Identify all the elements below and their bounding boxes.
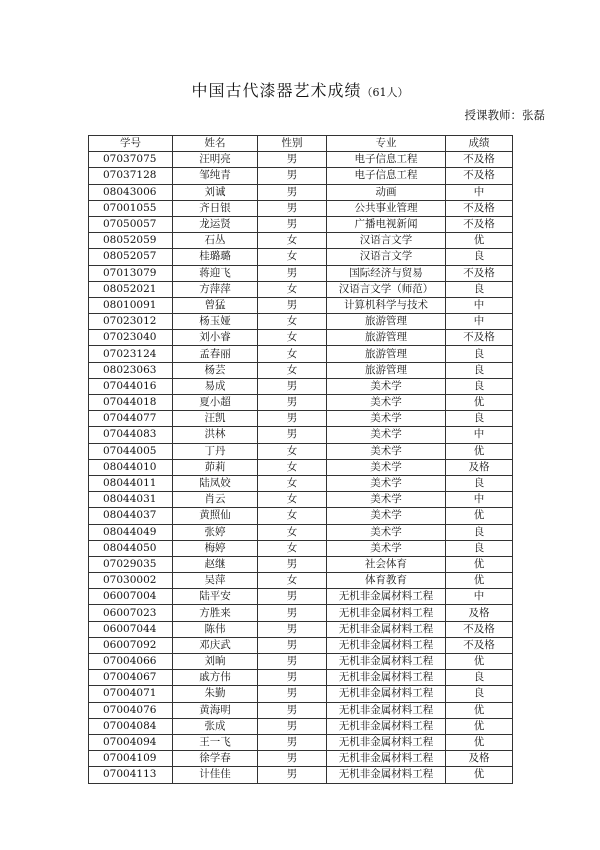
cell-grade: 中: [446, 589, 513, 605]
cell-grade: 不及格: [446, 637, 513, 653]
cell-name: 王一飞: [173, 734, 258, 750]
title-text: 中国古代漆器艺术成绩: [191, 81, 362, 100]
cell-grade: 优: [446, 508, 513, 524]
cell-student-id: 07004094: [89, 734, 173, 750]
cell-major: 计算机科学与技术: [327, 297, 446, 313]
cell-grade: 良: [446, 378, 513, 394]
cell-student-id: 08044011: [89, 475, 173, 491]
column-header-id: 学号: [89, 136, 173, 152]
table-row: [89, 265, 513, 281]
cell-major: 旅游管理: [327, 346, 446, 362]
cell-student-id: 07023124: [89, 346, 173, 362]
cell-major: 美术学: [327, 459, 446, 475]
cell-gender: 男: [258, 200, 327, 216]
cell-major: 广播电视新闻: [327, 216, 446, 232]
table-row: [89, 751, 513, 767]
table-row: [89, 767, 513, 783]
cell-grade: 及格: [446, 605, 513, 621]
cell-gender: 女: [258, 492, 327, 508]
cell-major: 国际经济与贸易: [327, 265, 446, 281]
cell-student-id: 08044031: [89, 492, 173, 508]
table-row: [89, 346, 513, 362]
cell-name: 洪林: [173, 427, 258, 443]
cell-grade: 良: [446, 346, 513, 362]
table-row: [89, 573, 513, 589]
cell-gender: 男: [258, 734, 327, 750]
cell-major: 美术学: [327, 378, 446, 394]
cell-name: 杨玉娅: [173, 314, 258, 330]
table-row: [89, 540, 513, 556]
cell-grade: 良: [446, 411, 513, 427]
cell-student-id: 07044077: [89, 411, 173, 427]
cell-gender: 男: [258, 152, 327, 168]
cell-gender: 男: [258, 265, 327, 281]
cell-name: 汪凯: [173, 411, 258, 427]
cell-student-id: 07037075: [89, 152, 173, 168]
cell-student-id: 07001055: [89, 200, 173, 216]
cell-major: 美术学: [327, 524, 446, 540]
cell-major: 无机非金属材料工程: [327, 670, 446, 686]
cell-major: 无机非金属材料工程: [327, 702, 446, 718]
cell-grade: 优: [446, 702, 513, 718]
cell-name: 齐日银: [173, 200, 258, 216]
cell-gender: 男: [258, 702, 327, 718]
table-row: [89, 216, 513, 232]
table-row: [89, 200, 513, 216]
cell-major: 无机非金属材料工程: [327, 718, 446, 734]
document-title: [0, 78, 600, 101]
cell-major: 旅游管理: [327, 362, 446, 378]
cell-grade: 优: [446, 233, 513, 249]
table-row: [89, 184, 513, 200]
cell-gender: 女: [258, 346, 327, 362]
cell-gender: 女: [258, 443, 327, 459]
cell-name: 刘晌: [173, 654, 258, 670]
cell-student-id: 07004071: [89, 686, 173, 702]
cell-gender: 男: [258, 637, 327, 653]
cell-name: 吴萍: [173, 573, 258, 589]
cell-gender: 男: [258, 718, 327, 734]
cell-student-id: 07004067: [89, 670, 173, 686]
table-row: [89, 281, 513, 297]
cell-name: 夏小超: [173, 395, 258, 411]
cell-student-id: 07023012: [89, 314, 173, 330]
table-row: [89, 702, 513, 718]
cell-major: 动画: [327, 184, 446, 200]
cell-gender: 女: [258, 540, 327, 556]
table-row: [89, 362, 513, 378]
cell-grade: 不及格: [446, 168, 513, 184]
cell-name: 徐学春: [173, 751, 258, 767]
cell-gender: 女: [258, 524, 327, 540]
cell-gender: 男: [258, 411, 327, 427]
cell-major: 美术学: [327, 492, 446, 508]
cell-grade: 优: [446, 718, 513, 734]
cell-name: 刘小睿: [173, 330, 258, 346]
cell-name: 蒋迎飞: [173, 265, 258, 281]
cell-gender: 男: [258, 297, 327, 313]
cell-student-id: 07044083: [89, 427, 173, 443]
table-row: [89, 168, 513, 184]
cell-name: 杨芸: [173, 362, 258, 378]
cell-gender: 女: [258, 508, 327, 524]
table-row: [89, 395, 513, 411]
cell-grade: 中: [446, 184, 513, 200]
teacher-label: 授课教师：张磊: [464, 108, 545, 122]
cell-major: 无机非金属材料工程: [327, 621, 446, 637]
cell-grade: 良: [446, 686, 513, 702]
table-row: [89, 637, 513, 653]
table-row: [89, 297, 513, 313]
cell-grade: 中: [446, 297, 513, 313]
cell-major: 汉语言文学: [327, 249, 446, 265]
cell-major: 无机非金属材料工程: [327, 589, 446, 605]
column-header-gender: 性别: [258, 136, 327, 152]
cell-major: 美术学: [327, 395, 446, 411]
cell-student-id: 08044010: [89, 459, 173, 475]
cell-student-id: 06007044: [89, 621, 173, 637]
cell-major: 美术学: [327, 475, 446, 491]
table-row: [89, 508, 513, 524]
cell-grade: 优: [446, 573, 513, 589]
cell-student-id: 08044050: [89, 540, 173, 556]
cell-grade: 优: [446, 654, 513, 670]
cell-gender: 女: [258, 362, 327, 378]
cell-gender: 男: [258, 767, 327, 783]
cell-major: 美术学: [327, 411, 446, 427]
table-row: [89, 233, 513, 249]
table-row: [89, 459, 513, 475]
cell-major: 公共事业管理: [327, 200, 446, 216]
cell-gender: 女: [258, 459, 327, 475]
cell-name: 石丛: [173, 233, 258, 249]
cell-major: 美术学: [327, 508, 446, 524]
cell-major: 美术学: [327, 443, 446, 459]
table-row: [89, 734, 513, 750]
cell-grade: 不及格: [446, 152, 513, 168]
cell-gender: 男: [258, 427, 327, 443]
cell-gender: 女: [258, 281, 327, 297]
cell-name: 赵继: [173, 556, 258, 572]
cell-grade: 良: [446, 475, 513, 491]
cell-grade: 优: [446, 395, 513, 411]
cell-student-id: 08052057: [89, 249, 173, 265]
cell-student-id: 07004109: [89, 751, 173, 767]
cell-name: 龙运贤: [173, 216, 258, 232]
cell-student-id: 07044018: [89, 395, 173, 411]
cell-student-id: 07050057: [89, 216, 173, 232]
table-row: [89, 492, 513, 508]
cell-student-id: 06007004: [89, 589, 173, 605]
cell-grade: 不及格: [446, 200, 513, 216]
cell-name: 刘诚: [173, 184, 258, 200]
cell-grade: 优: [446, 767, 513, 783]
cell-student-id: 07037128: [89, 168, 173, 184]
cell-major: 美术学: [327, 540, 446, 556]
cell-gender: 女: [258, 573, 327, 589]
header-row: [89, 136, 513, 152]
cell-major: 体育教育: [327, 573, 446, 589]
table-body: [89, 152, 513, 783]
cell-major: 社会体育: [327, 556, 446, 572]
cell-major: 汉语言文学（师范）: [327, 281, 446, 297]
cell-student-id: 07023040: [89, 330, 173, 346]
cell-major: 无机非金属材料工程: [327, 767, 446, 783]
cell-grade: 优: [446, 734, 513, 750]
cell-gender: 男: [258, 556, 327, 572]
cell-grade: 良: [446, 281, 513, 297]
cell-grade: 中: [446, 492, 513, 508]
cell-name: 丁丹: [173, 443, 258, 459]
cell-grade: 不及格: [446, 265, 513, 281]
cell-name: 张成: [173, 718, 258, 734]
cell-name: 陈伟: [173, 621, 258, 637]
cell-name: 桂璐璐: [173, 249, 258, 265]
cell-gender: 女: [258, 475, 327, 491]
cell-name: 梅婷: [173, 540, 258, 556]
cell-major: 电子信息工程: [327, 168, 446, 184]
cell-grade: 良: [446, 670, 513, 686]
cell-major: 无机非金属材料工程: [327, 654, 446, 670]
cell-grade: 良: [446, 540, 513, 556]
cell-student-id: 08023063: [89, 362, 173, 378]
cell-name: 陆平安: [173, 589, 258, 605]
cell-student-id: 08010091: [89, 297, 173, 313]
cell-student-id: 08052021: [89, 281, 173, 297]
cell-grade: 及格: [446, 751, 513, 767]
column-header-name: 姓名: [173, 136, 258, 152]
cell-gender: 男: [258, 378, 327, 394]
table-row: [89, 411, 513, 427]
cell-student-id: 07004076: [89, 702, 173, 718]
cell-gender: 男: [258, 168, 327, 184]
table-row: [89, 249, 513, 265]
table-row: [89, 556, 513, 572]
cell-gender: 女: [258, 249, 327, 265]
cell-name: 黄海明: [173, 702, 258, 718]
cell-major: 无机非金属材料工程: [327, 734, 446, 750]
cell-grade: 及格: [446, 459, 513, 475]
cell-name: 邹纯青: [173, 168, 258, 184]
cell-grade: 中: [446, 427, 513, 443]
cell-major: 无机非金属材料工程: [327, 751, 446, 767]
table-row: [89, 475, 513, 491]
cell-name: 方萍萍: [173, 281, 258, 297]
cell-name: 朱勤: [173, 686, 258, 702]
cell-student-id: 06007092: [89, 637, 173, 653]
table-row: [89, 654, 513, 670]
cell-student-id: 07004084: [89, 718, 173, 734]
cell-name: 茆莉: [173, 459, 258, 475]
cell-student-id: 07030002: [89, 573, 173, 589]
table-row: [89, 605, 513, 621]
cell-gender: 男: [258, 589, 327, 605]
cell-gender: 男: [258, 184, 327, 200]
cell-gender: 男: [258, 686, 327, 702]
cell-student-id: 08044037: [89, 508, 173, 524]
student-count: （61人）: [361, 86, 409, 99]
cell-student-id: 08043006: [89, 184, 173, 200]
cell-grade: 不及格: [446, 330, 513, 346]
cell-major: 无机非金属材料工程: [327, 637, 446, 653]
table-row: [89, 378, 513, 394]
cell-student-id: 07029035: [89, 556, 173, 572]
cell-name: 黄照仙: [173, 508, 258, 524]
cell-grade: 不及格: [446, 621, 513, 637]
cell-gender: 女: [258, 330, 327, 346]
cell-gender: 男: [258, 751, 327, 767]
cell-gender: 女: [258, 233, 327, 249]
cell-student-id: 07013079: [89, 265, 173, 281]
cell-student-id: 07044005: [89, 443, 173, 459]
cell-name: 曾猛: [173, 297, 258, 313]
table-row: [89, 314, 513, 330]
cell-grade: 优: [446, 556, 513, 572]
cell-major: 美术学: [327, 427, 446, 443]
cell-grade: 良: [446, 362, 513, 378]
cell-grade: 优: [446, 443, 513, 459]
table-row: [89, 621, 513, 637]
table-row: [89, 718, 513, 734]
table-row: [89, 589, 513, 605]
cell-major: 旅游管理: [327, 330, 446, 346]
cell-student-id: 07004113: [89, 767, 173, 783]
cell-grade: 良: [446, 249, 513, 265]
cell-name: 戚方伟: [173, 670, 258, 686]
table-row: [89, 427, 513, 443]
cell-gender: 男: [258, 670, 327, 686]
table-row: [89, 670, 513, 686]
cell-student-id: 06007023: [89, 605, 173, 621]
cell-grade: 不及格: [446, 216, 513, 232]
cell-name: 陆凤姣: [173, 475, 258, 491]
cell-gender: 男: [258, 605, 327, 621]
cell-name: 方胜来: [173, 605, 258, 621]
cell-major: 旅游管理: [327, 314, 446, 330]
table-row: [89, 524, 513, 540]
cell-grade: 良: [446, 524, 513, 540]
cell-student-id: 08052059: [89, 233, 173, 249]
cell-gender: 女: [258, 314, 327, 330]
cell-major: 汉语言文学: [327, 233, 446, 249]
cell-name: 计佳佳: [173, 767, 258, 783]
cell-major: 无机非金属材料工程: [327, 605, 446, 621]
table-row: [89, 686, 513, 702]
cell-gender: 男: [258, 216, 327, 232]
table-row: [89, 330, 513, 346]
cell-name: 邓庆武: [173, 637, 258, 653]
cell-name: 易成: [173, 378, 258, 394]
column-header-major: 专业: [327, 136, 446, 152]
cell-grade: 中: [446, 314, 513, 330]
cell-major: 无机非金属材料工程: [327, 686, 446, 702]
cell-gender: 男: [258, 621, 327, 637]
cell-name: 张婷: [173, 524, 258, 540]
cell-name: 肖云: [173, 492, 258, 508]
table-row: [89, 152, 513, 168]
cell-gender: 男: [258, 395, 327, 411]
cell-major: 电子信息工程: [327, 152, 446, 168]
cell-student-id: 07004066: [89, 654, 173, 670]
grades-table: [88, 135, 513, 784]
cell-student-id: 08044049: [89, 524, 173, 540]
cell-gender: 男: [258, 654, 327, 670]
cell-student-id: 07044016: [89, 378, 173, 394]
column-header-grade: 成绩: [446, 136, 513, 152]
cell-name: 孟春丽: [173, 346, 258, 362]
cell-name: 汪明亮: [173, 152, 258, 168]
table-row: [89, 443, 513, 459]
